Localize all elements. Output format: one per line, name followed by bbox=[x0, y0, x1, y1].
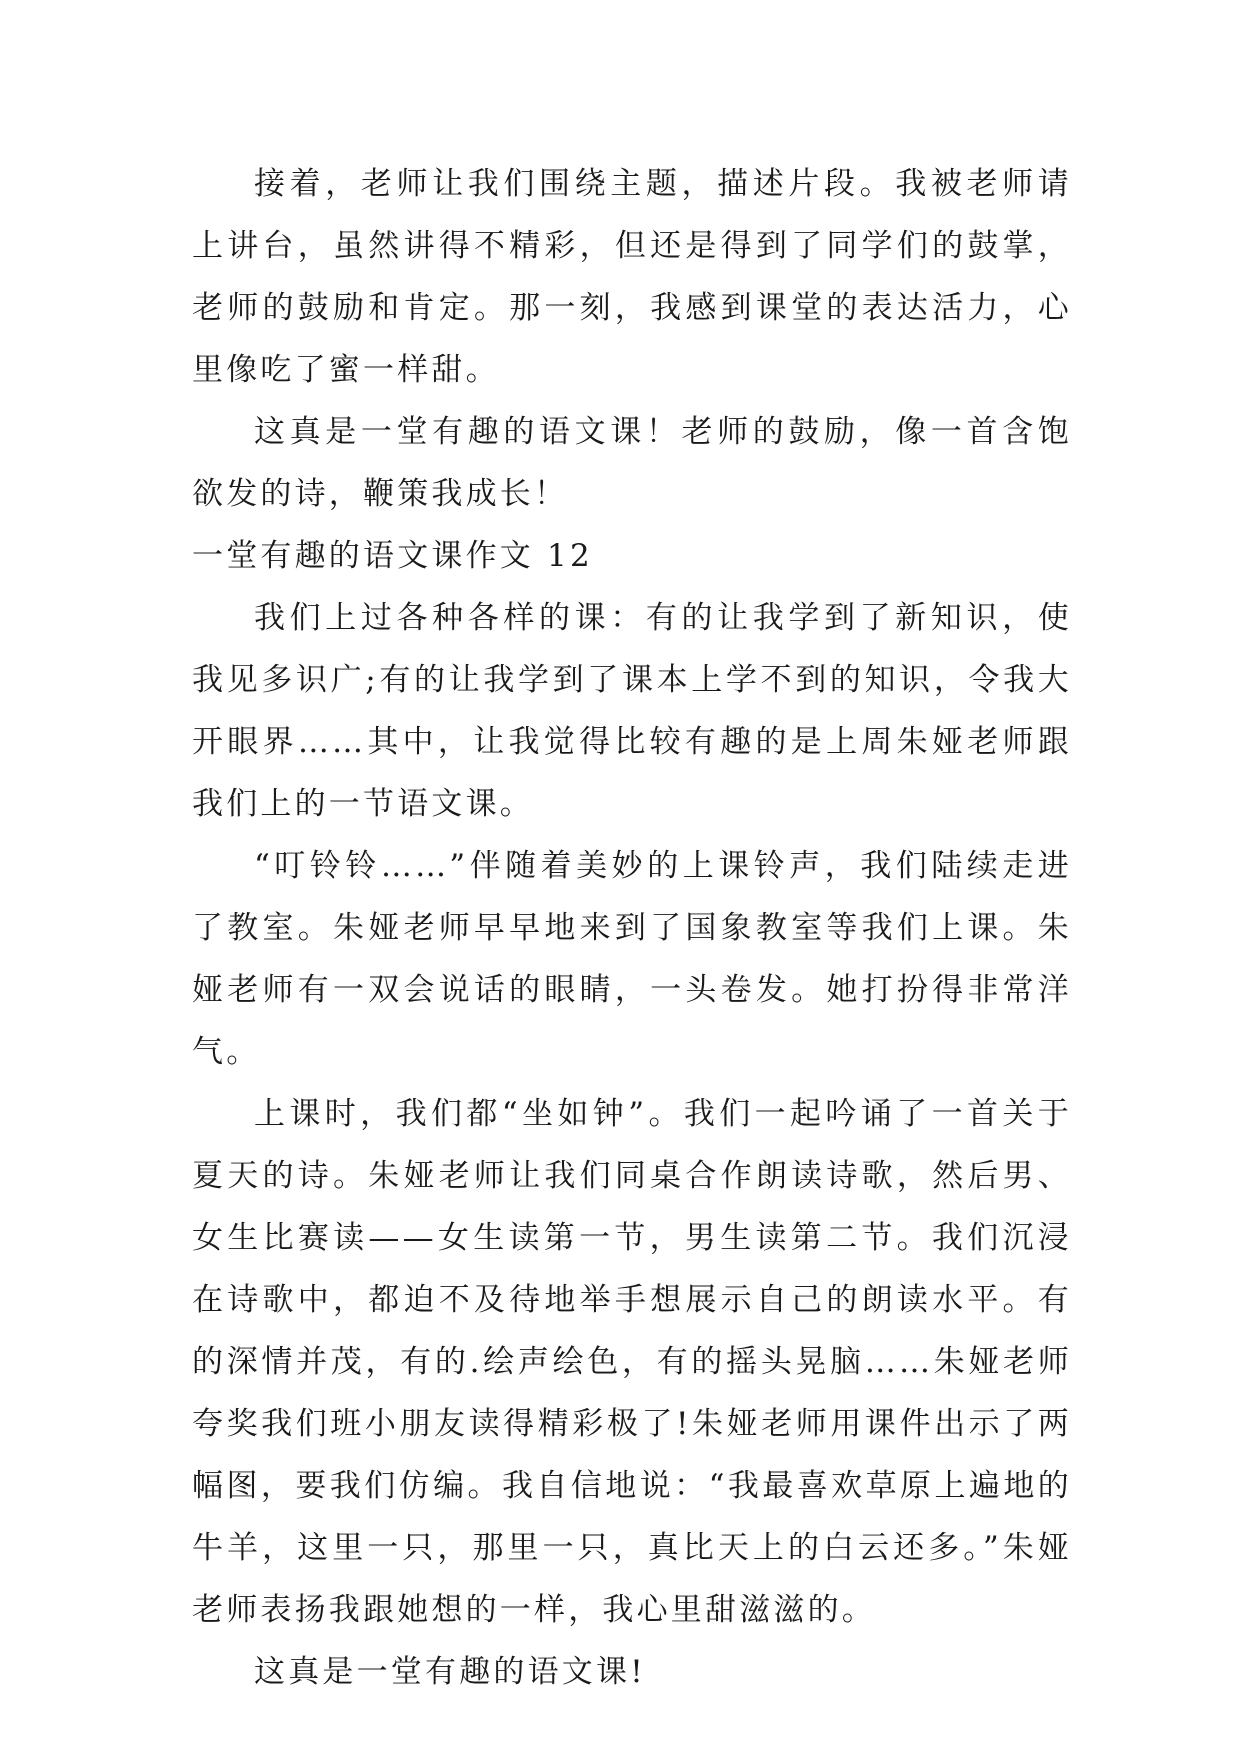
paragraph-5: 上课时，我们都“坐如钟”。我们一起吟诵了一首关于夏天的诗。朱娅老师让我们同桌合作朗读诗歌，然后男、女生比赛读——女生读第一节，男生读第二节。我们沉浸在诗歌中，都迫不及待地举手想展示自己的朗读水平。有的深情并茂，有的.绘声绘色，有的摇头晃脑……朱娅老师夸奖我们班小朋友读得精彩极了!朱娅老师用课件出示了两幅图，要我们仿编。我自信地说：“我最喜欢草原上遍地的牛羊，这里一只，那里一只，真比天上的白云还多。”朱娅老师表扬我跟她想的一样，我心里甜滋滋的。 bbox=[192, 1096, 1072, 1628]
paragraph-2: 这真是一堂有趣的语文课！老师的鼓励，像一首含饱欲发的诗，鞭策我成长！ bbox=[192, 414, 1072, 512]
paragraph-3: 我们上过各种各样的课：有的让我学到了新知识，使我见多识广;有的让我学到了课本上学不到的知识，令我大开眼界……其中，让我觉得比较有趣的是上周朱娅老师跟我们上的一节语文课。 bbox=[192, 600, 1072, 822]
paragraph-4: “叮铃铃……”伴随着美妙的上课铃声，我们陆续走进了教室。朱娅老师早早地来到了国象教室等我们上课。朱娅老师有一双会说话的眼睛，一头卷发。她打扮得非常洋气。 bbox=[192, 848, 1072, 1070]
section-heading: 一堂有趣的语文课作文 12 bbox=[192, 538, 593, 574]
paragraph-1: 接着，老师让我们围绕主题，描述片段。我被老师请上讲台，虽然讲得不精彩，但还是得到了同学们的鼓掌，老师的鼓励和肯定。那一刻，我感到课堂的表达活力，心里像吃了蜜一样甜。 bbox=[192, 166, 1072, 388]
paragraph-6: 这真是一堂有趣的语文课! bbox=[254, 1654, 646, 1690]
document-body bbox=[192, 153, 1072, 1703]
